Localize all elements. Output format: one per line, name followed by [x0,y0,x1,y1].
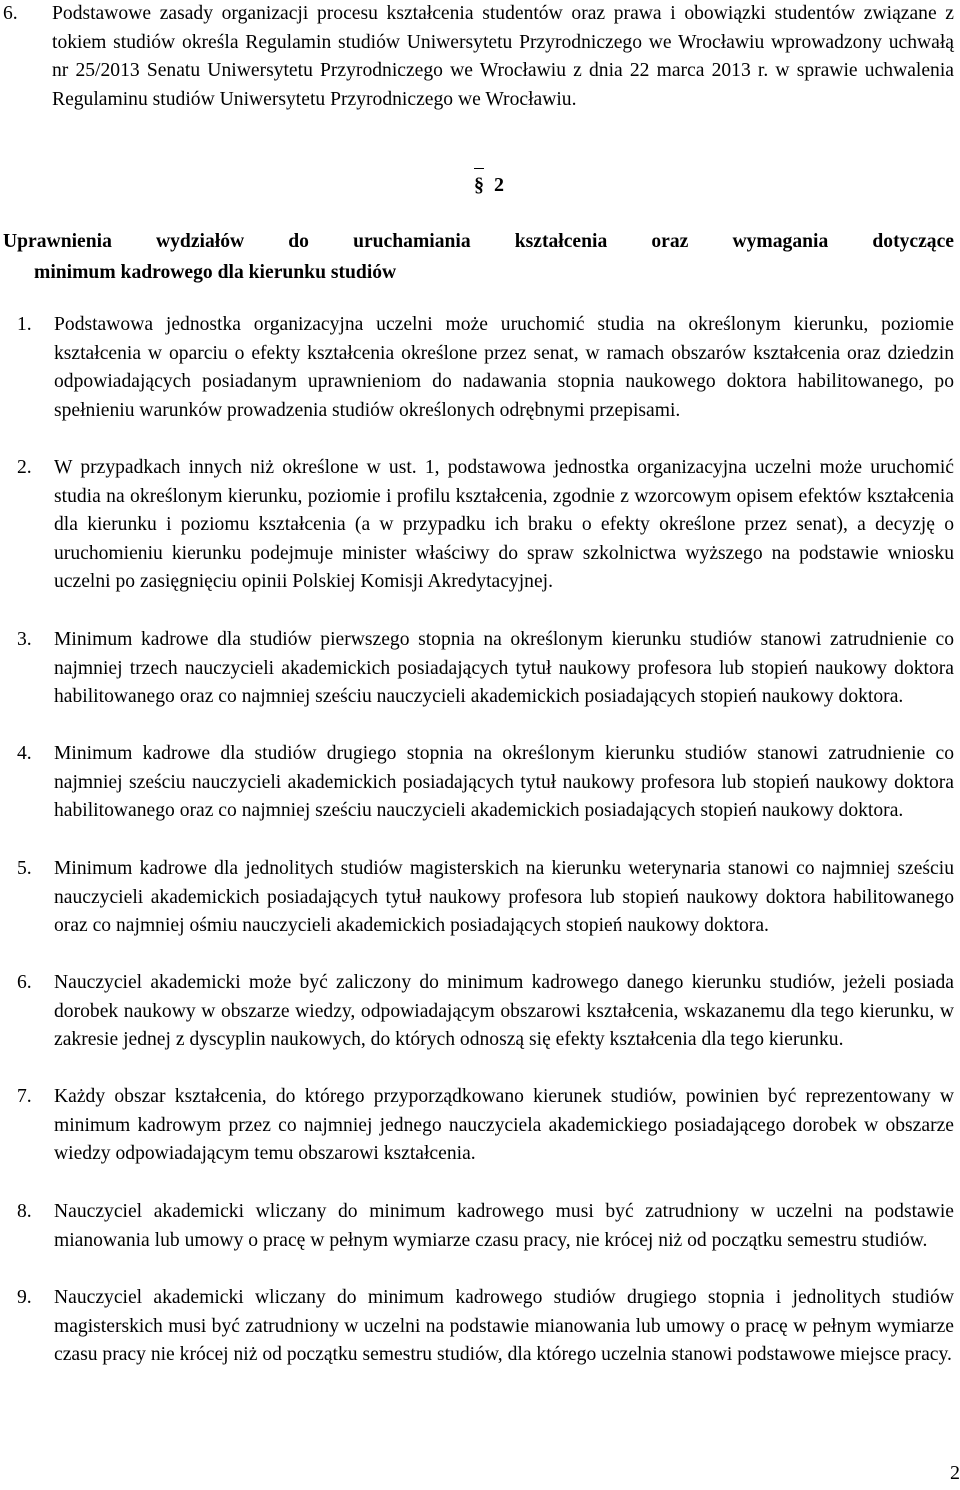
list-item-number: 2. [17,457,32,478]
list-item-9 [17,1284,954,1370]
list-item-5 [17,855,954,941]
intro-paragraph [3,0,954,114]
section-header [474,172,504,198]
section-title [3,226,954,288]
list-item-number: 7. [17,1086,32,1107]
list-item-text: Minimum kadrowe dla studiów drugiego stopnia na określonym kierunku studiów stanowi zatrudnienie co najmniej sześciu nauczycieli akademickich posiadających tytuł naukowy profesora lub stopień naukowy doktora habilitowanego oraz co najmniej sześciu nauczycieli akademickich posiadających stopień naukowy doktora. [54,743,954,822]
section-number: 2 [494,174,504,196]
section-title-line1: Uprawnienia wydziałów do uruchamiania kształcenia oraz wymagania dotyczące [3,231,954,252]
page-number: 2 [950,1462,960,1484]
list-item-number: 1. [17,314,32,335]
list-item-number: 9. [17,1287,32,1308]
list-item-number: 8. [17,1201,32,1222]
list-item-text: Nauczyciel akademicki może być zaliczony do minimum kadrowego danego kierunku studiów, jeżeli posiada dorobek naukowy w obszarze wiedzy, odpowiadającym obszarowi kształcenia, wskazanemu dla tego kierunku, w zakresie jednej z dyscyplin naukowych, do których odnoszą się efekty kształcenia dla tego kierunku. [54,972,954,1051]
list-item-2 [17,454,954,597]
intro-number: 6. [3,3,18,24]
list-item-text: Minimum kadrowe dla jednolitych studiów magisterskich na kierunku weterynaria stanowi co najmniej sześciu nauczycieli akademickich posiadających tytuł naukowy profesora lub stopień naukowy doktora habilitowanego oraz co najmniej ośmiu nauczycieli akademickich posiadających stopień naukowy doktora. [54,858,954,937]
section-symbol: § [474,174,484,196]
list-item-8 [17,1198,954,1255]
list-item-text: Nauczyciel akademicki wliczany do minimum kadrowego studiów drugiego stopnia i jednolitych studiów magisterskich musi być zatrudniony w uczelni na podstawie mianowania lub umowy o pracę w pełnym wymiarze czasu pracy nie krócej niż od początku semestru studiów, dla którego uczelnia stanowi podstawowe miejsce pracy. [54,1287,954,1366]
list-item-text: Każdy obszar kształcenia, do którego przyporządkowano kierunek studiów, powinien być reprezentowany w minimum kadrowym przez co najmniej jednego nauczyciela akademickiego posiadającego dorobek w obszarze wiedzy odpowiadającym temu obszarowi kształcenia. [54,1086,954,1165]
list-item-number: 5. [17,858,32,879]
list-item-number: 6. [17,972,32,993]
list-item-3 [17,626,954,712]
list-item-number: 3. [17,629,32,650]
list-item-6 [17,969,954,1055]
list-item-text: W przypadkach innych niż określone w ust. 1, podstawowa jednostka organizacyjna uczelni może uruchomić studia na określonym kierunku, poziomie i profilu kształcenia, zgodnie z wzorcowym opisem efektów kształcenia dla kierunku i poziomu kształcenia (a w przypadku ich braku o efekty określone przez senat), a decyzję o uruchomieniu kierunku podejmuje minister właściwy do spraw szkolnictwa wyższego na podstawie wniosku uczelni po zasięgnięciu opinii Polskiej Komisji Akredytacyjnej. [54,457,954,593]
list-item-7 [17,1083,954,1169]
list-item-number: 4. [17,743,32,764]
section-title-line2: minimum kadrowego dla kierunku studiów [34,262,397,283]
list-item-text: Minimum kadrowe dla studiów pierwszego stopnia na określonym kierunku studiów stanowi zatrudnienie co najmniej trzech nauczycieli akademickich posiadających tytuł naukowy profesora lub stopień naukowy doktora habilitowanego oraz co najmniej sześciu nauczycieli akademickich posiadających stopień naukowy doktora. [54,629,954,708]
list-item-4 [17,740,954,826]
list-item-text: Podstawowa jednostka organizacyjna uczelni może uruchomić studia na określonym kierunku, poziomie kształcenia w oparciu o efekty kształcenia określone przez senat, w ramach obszarów kształcenia oraz dziedzin odpowiadających posiadanym uprawnieniom do nadawania stopnia naukowego doktora habilitowanego, po spełnieniu warunków prowadzenia studiów określonych odrębnymi przepisami. [54,314,954,421]
list-item-text: Nauczyciel akademicki wliczany do minimum kadrowego musi być zatrudniony w uczelni na podstawie mianowania lub umowy o pracę w pełnym wymiarze czasu pracy, nie krócej niż od początku semestru studiów. [54,1201,954,1251]
intro-text: Podstawowe zasady organizacji procesu kształcenia studentów oraz prawa i obowiązki studentów związane z tokiem studiów określa Regulamin studiów Uniwersytetu Przyrodniczego we Wrocławiu wprowadzony uchwałą nr 25/2013 Senatu Uniwersytetu Przyrodniczego we Wrocławiu z dnia 22 marca 2013 r. w sprawie uchwalenia Regulaminu studiów Uniwersytetu Przyrodniczego we Wrocławiu. [52,3,954,110]
list-item-1 [17,311,954,425]
